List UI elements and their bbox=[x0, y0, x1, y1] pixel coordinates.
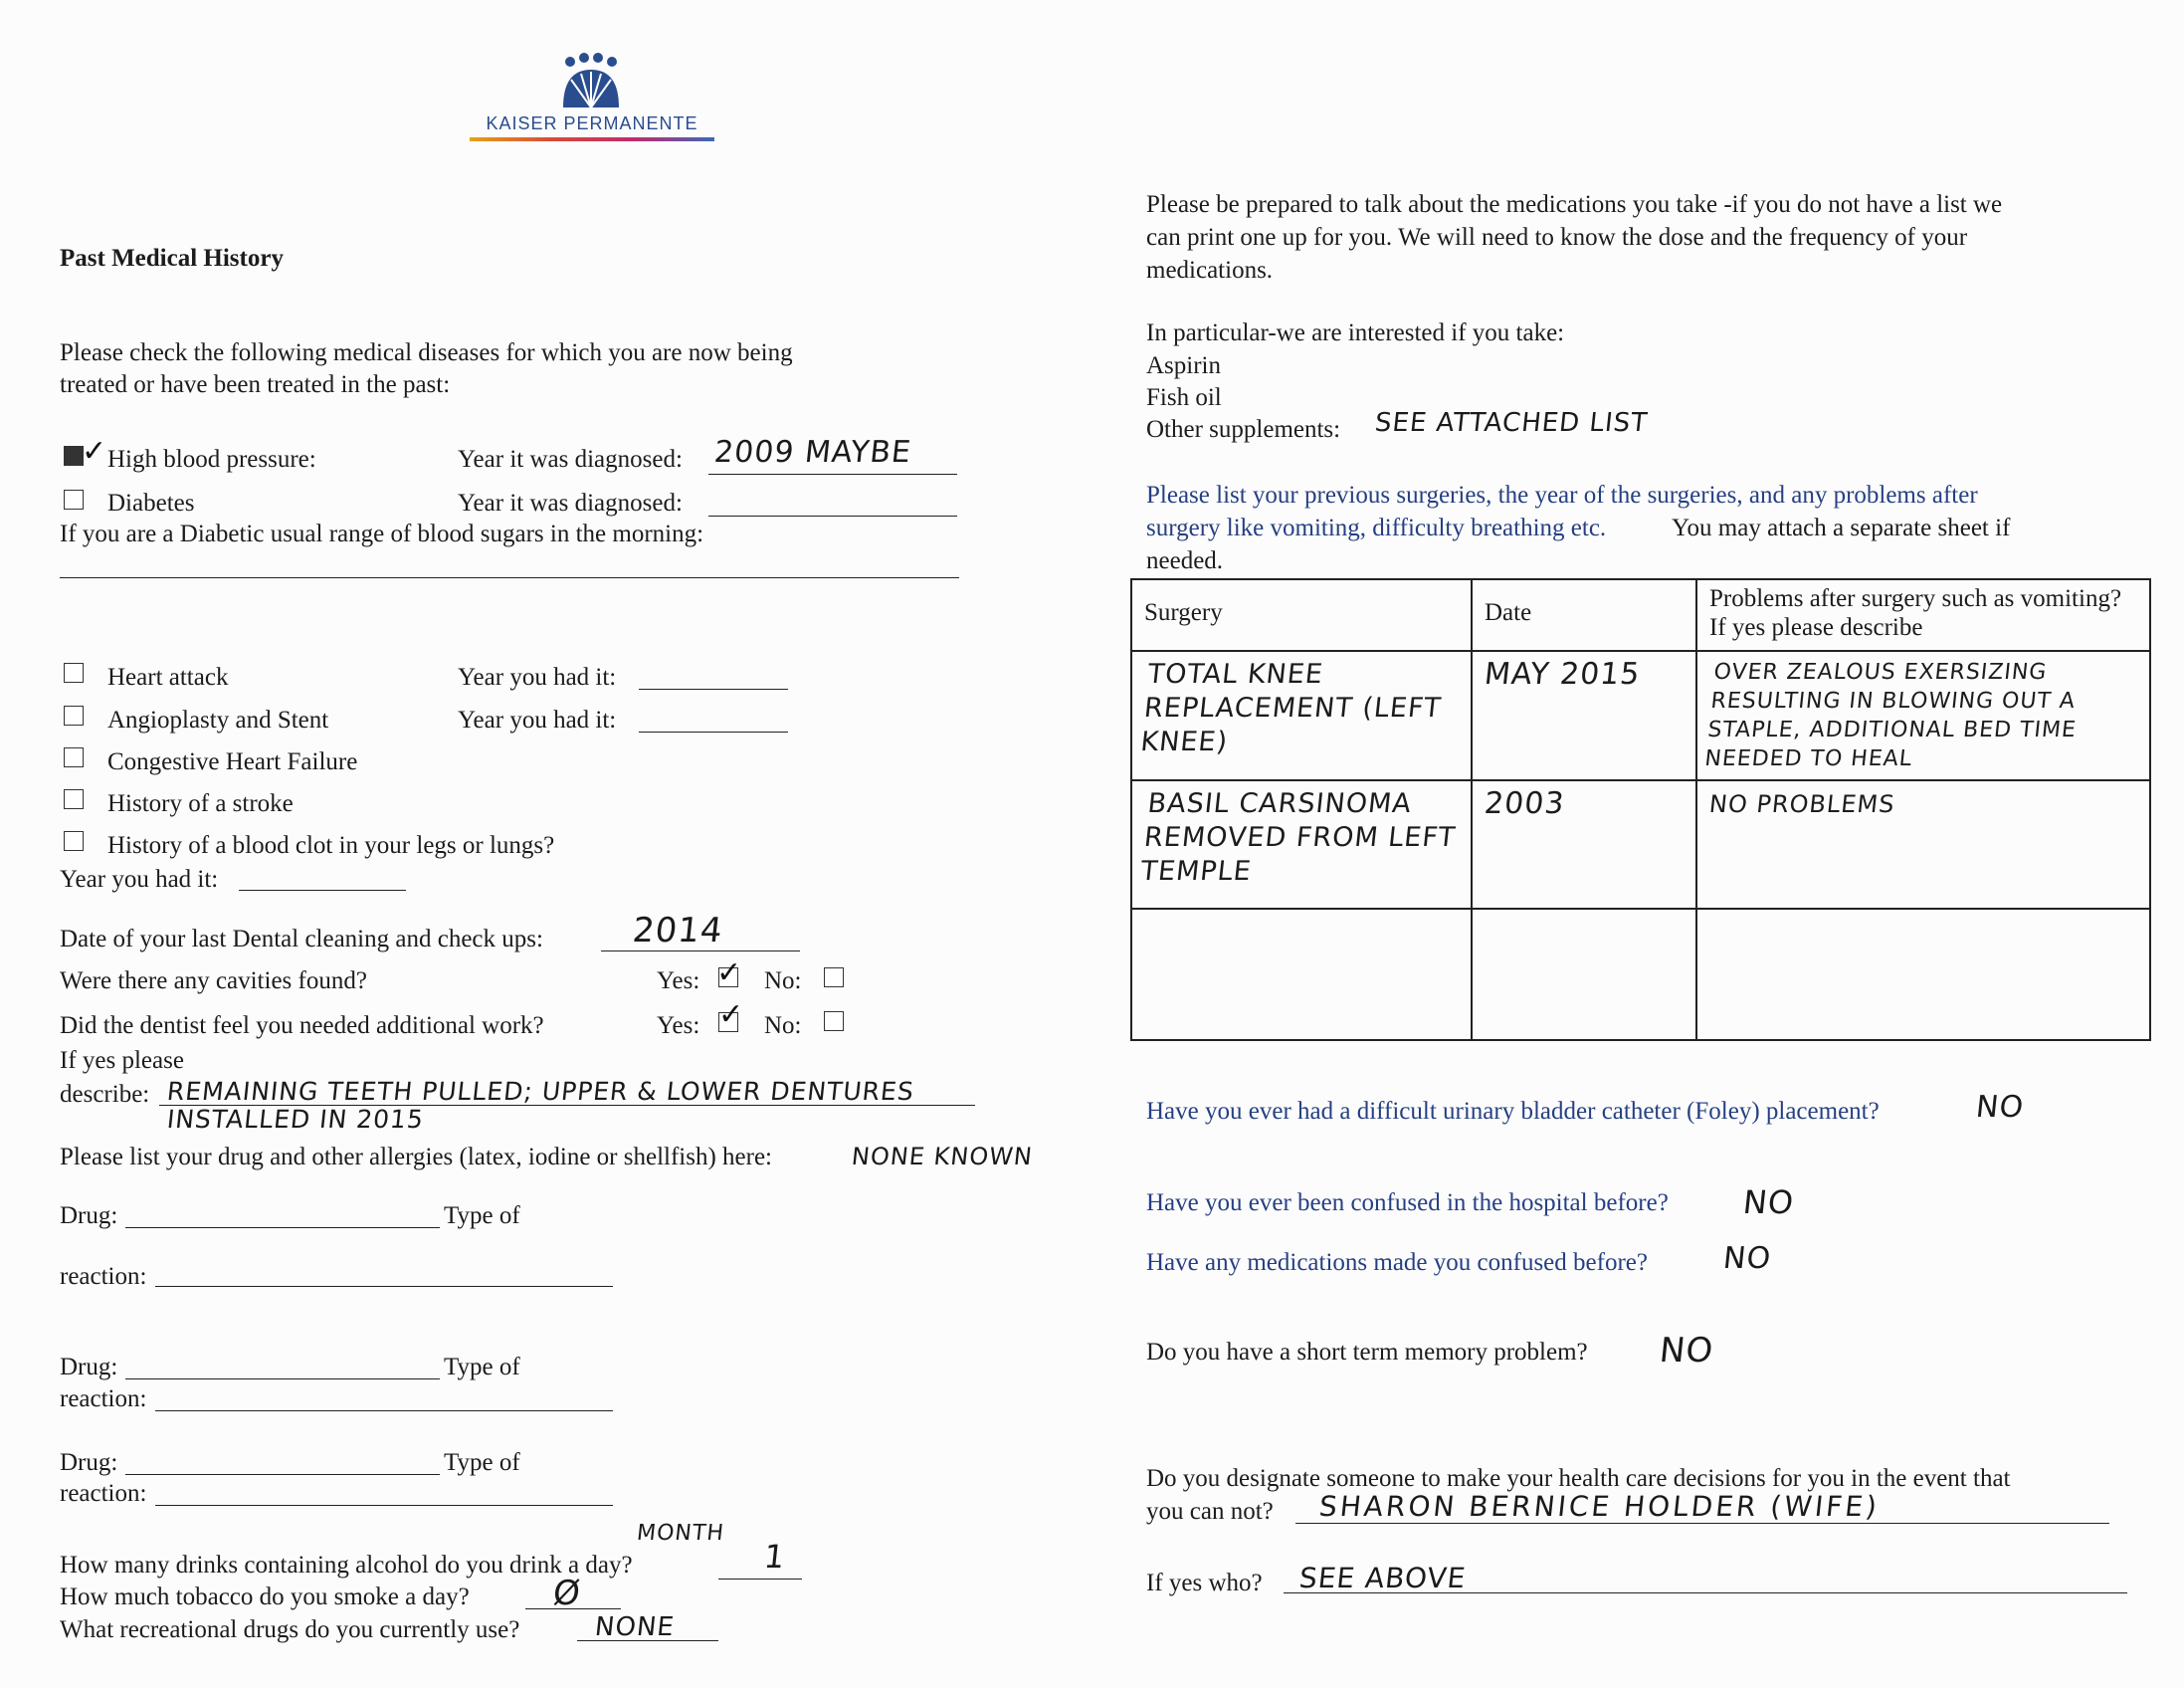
drug-3-line[interactable] bbox=[125, 1474, 440, 1475]
dental-value[interactable]: 2014 bbox=[630, 911, 725, 950]
blood-clot-checkbox[interactable] bbox=[64, 831, 84, 851]
header-problems bbox=[1696, 579, 2150, 651]
surgeries-table bbox=[1130, 578, 2151, 1041]
chf-checkbox[interactable] bbox=[64, 747, 84, 767]
header-surgery bbox=[1131, 579, 1472, 651]
chf-label: Congestive Heart Failure bbox=[107, 748, 358, 775]
table-header-row bbox=[1131, 579, 2150, 651]
meds-confused-question: Have any medications made you confused before? bbox=[1146, 1249, 1648, 1276]
memory-answer[interactable]: NO bbox=[1657, 1331, 1716, 1371]
dental-label: Date of your last Dental cleaning and check ups: bbox=[60, 926, 543, 952]
alcohol-line bbox=[718, 1579, 802, 1580]
designate-question-2: you can not? bbox=[1146, 1498, 1274, 1525]
interest-label: In particular-we are interested if you take: bbox=[1146, 319, 1565, 346]
tobacco-label: How much tobacco do you smoke a day? bbox=[60, 1583, 470, 1610]
diabetes-year-label: Year it was diagnosed: bbox=[458, 490, 683, 517]
drug-1-line[interactable] bbox=[125, 1227, 440, 1228]
logo-figures-icon bbox=[468, 52, 716, 111]
header-problems-text: Problems after surgery such as vomiting? If yes please describe bbox=[1709, 585, 2122, 641]
surgeries-intro-2: surgery like vomiting, difficulty breathing etc. bbox=[1146, 515, 1607, 541]
logo-color-bar bbox=[470, 137, 714, 141]
row-3-problems[interactable] bbox=[1696, 909, 2150, 1040]
angioplasty-label: Angioplasty and Stent bbox=[107, 707, 329, 734]
designate-line bbox=[1295, 1523, 2109, 1524]
supplements-value[interactable]: SEE ATTACHED LIST bbox=[1373, 408, 1650, 438]
additional-work-yes-checkmark-icon: ✓ bbox=[718, 997, 744, 1032]
heart-attack-year-label: Year you had it: bbox=[458, 664, 617, 691]
intro-text-1: Please check the following medical diseases for which you are now being bbox=[60, 339, 793, 366]
drug-3-label: Drug: bbox=[60, 1449, 118, 1476]
row-3-surgery-text bbox=[1131, 910, 1471, 922]
designate-answer[interactable]: SHARON BERNICE HOLDER (WIFE) bbox=[1317, 1490, 1882, 1523]
row-3-date-text bbox=[1472, 910, 1695, 922]
stroke-label: History of a stroke bbox=[107, 790, 294, 817]
hbp-year-value[interactable]: 2009 MAYBE bbox=[712, 435, 913, 470]
who-value[interactable]: SEE ABOVE bbox=[1297, 1562, 1469, 1594]
header-surgery-text: Surgery bbox=[1144, 599, 1223, 626]
reaction-2-line[interactable] bbox=[155, 1410, 613, 1411]
confused-hospital-question: Have you ever been confused in the hospital before? bbox=[1146, 1189, 1669, 1216]
drug-2-line[interactable] bbox=[125, 1378, 440, 1379]
who-label: If yes who? bbox=[1146, 1570, 1263, 1596]
header-date-text: Date bbox=[1485, 599, 1532, 626]
type-of-1-label: Type of bbox=[444, 1202, 520, 1229]
additional-work-label: Did the dentist feel you needed additional work? bbox=[60, 1012, 544, 1039]
angioplasty-checkbox[interactable] bbox=[64, 706, 84, 726]
tobacco-value[interactable]: Ø bbox=[550, 1574, 583, 1613]
page-title: Past Medical History bbox=[60, 245, 284, 272]
additional-work-yes-label: Yes: bbox=[657, 1012, 700, 1039]
blood-sugar-line[interactable] bbox=[60, 577, 959, 578]
allergies-value[interactable]: NONE KNOWN bbox=[850, 1143, 1035, 1170]
meds-confused-answer[interactable]: NO bbox=[1721, 1241, 1773, 1276]
row-3-surgery[interactable] bbox=[1131, 909, 1472, 1040]
diabetes-checkbox[interactable] bbox=[64, 490, 84, 510]
intro-text-2: treated or have been treated in the past: bbox=[60, 371, 451, 398]
dental-line bbox=[601, 950, 800, 951]
reaction-1-label: reaction: bbox=[60, 1263, 147, 1290]
angioplasty-year-line[interactable] bbox=[639, 732, 788, 733]
allergies-label: Please list your drug and other allergies (latex, iodine or shellfish) here: bbox=[60, 1144, 773, 1170]
row-2-date-text: 2003 bbox=[1483, 786, 1567, 821]
row-2-date[interactable] bbox=[1472, 780, 1696, 909]
logo-text: KAISER PERMANENTE bbox=[486, 113, 698, 133]
row-2-surgery[interactable] bbox=[1131, 780, 1472, 909]
angioplasty-year-label: Year you had it: bbox=[458, 707, 617, 734]
header-date bbox=[1472, 579, 1696, 651]
heart-attack-label: Heart attack bbox=[107, 664, 229, 691]
hbp-year-line bbox=[708, 474, 957, 475]
row-1-problems[interactable] bbox=[1696, 651, 2150, 780]
surgeries-intro-1: Please list your previous surgeries, the year of the surgeries, and any problems after bbox=[1146, 482, 1978, 509]
heart-attack-year-line[interactable] bbox=[639, 689, 788, 690]
row-3-problems-text bbox=[1696, 910, 2149, 922]
reaction-1-line[interactable] bbox=[155, 1286, 613, 1287]
hbp-label: High blood pressure: bbox=[107, 446, 316, 473]
blood-clot-year-line[interactable] bbox=[239, 890, 406, 891]
hbp-checkmark-icon: ✓ bbox=[82, 434, 107, 469]
type-of-3-label: Type of bbox=[444, 1449, 520, 1476]
memory-question: Do you have a short term memory problem? bbox=[1146, 1339, 1588, 1366]
additional-work-no-checkbox[interactable] bbox=[824, 1011, 844, 1031]
diabetic-question: If you are a Diabetic usual range of blood sugars in the morning: bbox=[60, 521, 704, 547]
reaction-2-label: reaction: bbox=[60, 1385, 147, 1412]
describe-value-line-2[interactable]: INSTALLED IN 2015 bbox=[165, 1105, 426, 1134]
row-1-surgery[interactable] bbox=[1131, 651, 1472, 780]
row-2-problems-text: NO PROBLEMS bbox=[1707, 790, 1896, 818]
foley-answer[interactable]: NO bbox=[1974, 1090, 2026, 1125]
cavities-yes-checkmark-icon: ✓ bbox=[716, 955, 742, 990]
meds-text-3: medications. bbox=[1146, 257, 1274, 284]
foley-question: Have you ever had a difficult urinary bladder catheter (Foley) placement? bbox=[1146, 1098, 1880, 1125]
diabetes-year-line[interactable] bbox=[708, 516, 957, 517]
drug-2-label: Drug: bbox=[60, 1354, 118, 1380]
alcohol-value[interactable]: 1 bbox=[762, 1538, 788, 1576]
heart-attack-checkbox[interactable] bbox=[64, 663, 84, 683]
row-1-date-text: MAY 2015 bbox=[1483, 657, 1643, 692]
describe-value-line-1[interactable]: REMAINING TEETH PULLED; UPPER & LOWER DENTURES bbox=[165, 1077, 916, 1106]
cavities-no-checkbox[interactable] bbox=[824, 967, 844, 987]
cavities-no-label: No: bbox=[764, 967, 802, 994]
surgeries-intro-4: needed. bbox=[1146, 547, 1224, 574]
reaction-3-line[interactable] bbox=[155, 1505, 613, 1506]
confused-hospital-answer[interactable]: NO bbox=[1741, 1183, 1797, 1221]
blood-clot-year-label: Year you had it: bbox=[60, 866, 219, 893]
table-row bbox=[1131, 651, 2150, 780]
fish-oil-label: Fish oil bbox=[1146, 384, 1222, 411]
supplements-label: Other supplements: bbox=[1146, 416, 1341, 443]
meds-text-2: can print one up for you. We will need to know the dose and the frequency of your bbox=[1146, 224, 1968, 251]
designate-question-1: Do you designate someone to make your health care decisions for you in the event that bbox=[1146, 1465, 2011, 1492]
describe-label: describe: bbox=[60, 1081, 150, 1108]
hbp-checkbox[interactable] bbox=[64, 446, 84, 466]
row-1-date[interactable] bbox=[1472, 651, 1696, 780]
aspirin-label: Aspirin bbox=[1146, 352, 1221, 379]
diabetes-label: Diabetes bbox=[107, 490, 195, 517]
additional-work-no-label: No: bbox=[764, 1012, 802, 1039]
kaiser-logo bbox=[468, 52, 716, 151]
row-1-surgery-text: TOTAL KNEE REPLACEMENT (LEFT KNEE) bbox=[1138, 659, 1444, 757]
if-yes-label: If yes please bbox=[60, 1047, 184, 1074]
table-row bbox=[1131, 780, 2150, 909]
table-row bbox=[1131, 909, 2150, 1040]
rec-drugs-value[interactable]: NONE bbox=[593, 1612, 677, 1642]
blood-clot-label: History of a blood clot in your legs or lungs? bbox=[107, 832, 555, 859]
alcohol-correction: MONTH bbox=[635, 1521, 726, 1546]
row-2-surgery-text: BASIL CARSINOMA REMOVED FROM LEFT TEMPLE bbox=[1138, 788, 1458, 887]
reaction-3-label: reaction: bbox=[60, 1480, 147, 1507]
stroke-checkbox[interactable] bbox=[64, 789, 84, 809]
row-2-problems[interactable] bbox=[1696, 780, 2150, 909]
row-1-problems-text: OVER ZEALOUS EXERSIZING RESULTING IN BLOWING OUT A STAPLE, ADDITIONAL BED TIME NEEDED TO HEAL bbox=[1703, 660, 2079, 771]
cavities-label: Were there any cavities found? bbox=[60, 967, 367, 994]
row-3-date[interactable] bbox=[1472, 909, 1696, 1040]
hbp-year-label: Year it was diagnosed: bbox=[458, 446, 683, 473]
type-of-2-label: Type of bbox=[444, 1354, 520, 1380]
drug-1-label: Drug: bbox=[60, 1202, 118, 1229]
meds-text-1: Please be prepared to talk about the medications you take -if you do not have a list we bbox=[1146, 191, 2003, 218]
cavities-yes-label: Yes: bbox=[657, 967, 700, 994]
alcohol-label: How many drinks containing alcohol do you drink a day? bbox=[60, 1552, 633, 1579]
surgeries-intro-3: You may attach a separate sheet if bbox=[1672, 515, 2011, 541]
rec-drugs-label: What recreational drugs do you currently use? bbox=[60, 1616, 520, 1643]
